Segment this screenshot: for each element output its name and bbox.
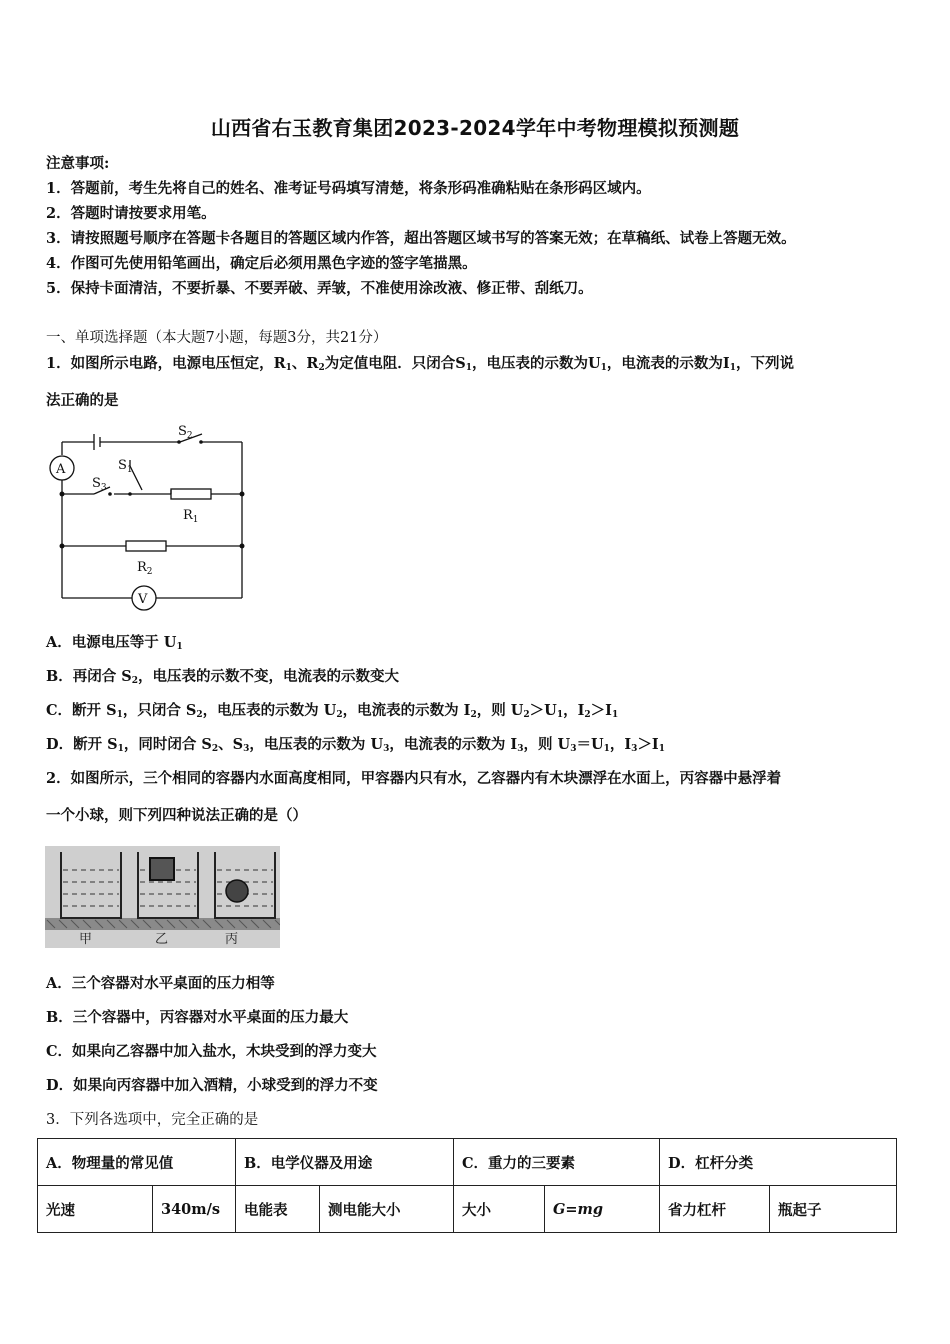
q3-table	[37, 1138, 897, 1233]
containers-figure	[45, 846, 280, 948]
q2-option-b: B．三个容器中，丙容器对水平桌面的压力最大	[46, 1009, 349, 1026]
ammeter-label: A	[56, 462, 66, 477]
q2-option-a: A．三个容器对水平桌面的压力相等	[46, 975, 275, 992]
notice-item: 5．保持卡面清洁，不要折暴、不要弄破、弄皱，不准使用涂改液、修正带、刮纸刀。	[46, 280, 593, 297]
table-cell: 光速	[38, 1186, 153, 1233]
q1-option-a: A．电源电压等于 $U_1$	[46, 634, 183, 652]
q2-option-c: C．如果向乙容器中加入盐水，木块受到的浮力变大	[46, 1043, 377, 1060]
table-header: B．电学仪器及用途	[236, 1139, 454, 1186]
table-cell: 瓶起子	[770, 1186, 897, 1233]
table-cell: G=mg	[545, 1186, 660, 1233]
q2-option-d: D．如果向丙容器中加入酒精，小球受到的浮力不变	[46, 1077, 378, 1094]
q1-option-d: D．断开 $S_1$，同时闭合 $S_2$、$S_3$，电压表的示数为 $U_3$，电流表的示数为 $I_3$，则 $U_3=U_1$，$I_3>I_1$	[46, 736, 665, 754]
table-cell: 340m/s	[153, 1186, 236, 1233]
container-label: 乙	[155, 932, 169, 947]
r1-label: $R_1$	[183, 508, 199, 525]
table-header: A．物理量的常见值	[38, 1139, 236, 1186]
container-label: 丙	[225, 932, 239, 947]
voltmeter-label: V	[138, 592, 148, 607]
page-title: 山西省右玉教育集团2023-2024学年中考物理模拟预测题	[210, 116, 740, 140]
q2-stem: 2．如图所示，三个相同的容器内水面高度相同，甲容器内只有水，乙容器内有木块漂浮在水面上，丙容器中悬浮着	[46, 770, 782, 787]
s1-label: $S_1$	[118, 458, 133, 475]
container-label: 甲	[79, 932, 93, 947]
table-cell: 测电能大小	[320, 1186, 454, 1233]
q1-option-c: C．断开 $S_1$，只闭合 $S_2$，电压表的示数为 $U_2$，电流表的示数为 $I_2$，则 $U_2>U_1$，$I_2>I_1$	[46, 702, 619, 720]
s3-label: $S_3$	[92, 476, 107, 493]
table-cell: 大小	[454, 1186, 545, 1233]
q1-stem-line2: 法正确的是	[46, 392, 119, 409]
r2-label: $R_2$	[137, 560, 153, 577]
q1-stem: 1．如图所示电路，电源电压恒定，$R_1$、$R_2$为定值电阻．只闭合$S_1$，电压表的示数为$U_1$，电流表的示数为$I_1$，下列说	[46, 355, 794, 373]
notice-heading: 注意事项:	[46, 155, 110, 172]
ball	[226, 880, 248, 902]
s2-label: $S_2$	[178, 424, 193, 441]
q2-stem-line2: 一个小球，则下列四种说法正确的是（）	[46, 807, 307, 824]
notice-item: 3．请按照题号顺序在答题卡各题目的答题区域内作答，超出答题区域书写的答案无效；在草稿纸、试卷上答题无效。	[46, 230, 796, 247]
q3-stem: 3．下列各选项中，完全正确的是	[46, 1112, 259, 1128]
notice-item: 4．作图可先使用铅笔画出，确定后必须用黑色字迹的签字笔描黑。	[46, 255, 477, 272]
table-row	[38, 1186, 897, 1233]
table-row	[38, 1139, 897, 1186]
table-cell: 电能表	[236, 1186, 320, 1233]
circuit-diagram	[44, 420, 254, 615]
section-heading: 一、单项选择题（本大题7小题，每题3分，共21分）	[46, 330, 388, 346]
table-cell: 省力杠杆	[660, 1186, 770, 1233]
notice-item: 1．答题前，考生先将自己的姓名、准考证号码填写清楚，将条形码准确粘贴在条形码区域内。	[46, 180, 651, 197]
q1-option-b: B．再闭合 $S_2$，电压表的示数不变，电流表的示数变大	[46, 668, 400, 686]
wood-block	[150, 858, 174, 880]
table-header: C．重力的三要素	[454, 1139, 660, 1186]
table-header: D．杠杆分类	[660, 1139, 897, 1186]
notice-item: 2．答题时请按要求用笔。	[46, 205, 216, 222]
